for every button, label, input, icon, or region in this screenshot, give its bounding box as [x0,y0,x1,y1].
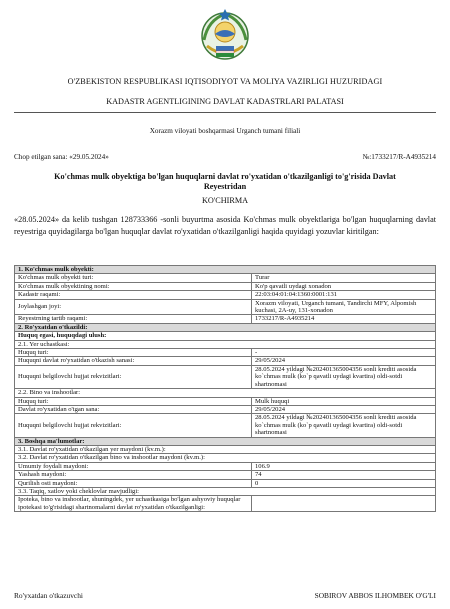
row-value: 22:03:04:01:04:1360:0001:131 [252,291,436,299]
table-section-row [15,323,436,331]
table-row [15,332,436,340]
intro-paragraph: «28.05.2024» da kelib tushgan 128733366 -sonli buyurtma asosida Ko'chmas mulk obyektlariga bo'lgan huquqlarning davlat reyestriga quyidagilarga bo'lgan huquqlar davlat ro'yxatidan o'tkazilganligi haqida quyidagi yozuvlar kiritilgan: [14,215,436,236]
row-value: 28.05.2024 yildagi №202401365004356 sonli krediti asosida ko`chmas mulk (ko`p qavatli uydagi kvartira) oldi-sotdi shartnomasi [252,365,436,388]
table-row [15,291,436,299]
table-row [15,315,436,323]
table-section-row [15,266,436,274]
table-row [15,454,436,462]
row-value: 1733217/R-A4935214 [252,315,436,323]
row-key: Reyestrning tartib raqami: [15,315,252,323]
row-key: Huquqni davlat ro'yxatidan o'tkazish sanasi: [15,357,252,365]
row-key: 2.1. Yer uchastkasi: [15,340,436,348]
table-row [15,445,436,453]
registrar-name: SOBIROV ABBOS ILHOMBEK O'G'LI [314,591,436,600]
table-row [15,274,436,282]
row-key: Yashash maydoni: [15,471,252,479]
registrar-label: Ro'yxatdan o'tkazuvchi [14,591,83,600]
row-value: - [252,349,436,357]
branch-heading: Xorazm viloyati boshqarmasi Urganch tumani filiali [149,127,301,135]
row-value: Mulk huquqi [252,397,436,405]
row-key: Ipoteka, bino va inshootlar, shuningdek, yer uchastkasiga bo'lgan ashyoviy huquqlar ipotekasi to'g'risidagi shartnomalarni davlat ro'yxatidan o'tkazilganligi: [15,496,252,512]
table-row [15,405,436,413]
row-key: Huquqni belgilovchi hujjat rekvizitlari: [15,414,252,437]
row-key: 3.1. Davlat ro'yxatidan o'tkazilgan yer maydoni (kv.m.): [15,445,436,453]
row-value: 106.9 [252,462,436,470]
table-row [15,487,436,495]
table-row [15,471,436,479]
row-value: 0 [252,479,436,487]
document-subtitle: KO'CHIRMA [201,196,249,205]
table-row [15,389,436,397]
row-key: Huquqni belgilovchi hujjat rekvizitlari: [15,365,252,388]
row-key: Huquq egasi, huquqdagi ulush: [15,332,436,340]
row-value: 29/05/2024 [252,357,436,365]
row-key: Umumiy foydali maydoni: [15,462,252,470]
table-row [15,349,436,357]
section-title: 2. Ro'yxatdan o'tkazildi: [15,323,436,331]
row-key: Joylashgan joyi: [15,299,252,315]
section-title: 1. Ko'chmas mulk obyekti: [15,266,436,274]
table-row [15,282,436,290]
row-value: 74 [252,471,436,479]
table-row [15,299,436,315]
row-key: 3.3. Taqiq, xatlov yoki cheklovlar mavjudligi: [15,487,436,495]
agency-heading: KADASTR AGENTLIGINING DAVLAT KADASTRLARI PALATASI [106,97,344,106]
row-value: 28.05.2024 yildagi №202401365004356 sonli krediti asosida ko`chmas mulk (ko`p qavatli uydagi kvartira) oldi-sotdi shartnomasi [252,414,436,437]
row-value: Turar [252,274,436,282]
row-value: Xorazm viloyati, Urganch tumani, Tandirchi MFY, Alpomish kuchasi, 2A-uy, 131-xonadon [252,299,436,315]
header-divider [14,112,436,113]
row-key: Ko'chmas mulk obyekti turi: [15,274,252,282]
document-number: №:1733217/R-A4935214 [362,153,436,161]
section-title: 3. Boshqa ma'lumotlar: [15,437,436,445]
state-emblem-icon [196,6,254,64]
row-value: Ko'p qavatli uydagi xonadon [252,282,436,290]
printed-date: Chop etilgan sana: «29.05.2024» [14,153,109,161]
row-key: Davlat ro'yxatidan o'tgan sana: [15,405,252,413]
row-key: Huquq turi: [15,349,252,357]
row-key: Kadastr raqami: [15,291,252,299]
table-row [15,479,436,487]
table-row [15,365,436,388]
document-title: Ko'chmas mulk obyektiga bo'lgan huquqlarni davlat ro'yxatidan o'tkazilganligi to'g'risida Davlat Reyestridan [54,172,396,191]
row-key: 3.2. Davlat ro'yxatidan o'tkazilgan bino va inshootlar maydoni (kv.m.): [15,454,436,462]
table-row [15,397,436,405]
table-row [15,462,436,470]
registry-table [14,265,436,512]
row-key: 2.2. Bino va inshootlar: [15,389,436,397]
row-key: Qurilish osti maydoni: [15,479,252,487]
table-row [15,414,436,437]
row-value: 29/05/2024 [252,405,436,413]
row-value [252,496,436,512]
row-key: Ko'chmas mulk obyektining nomi: [15,282,252,290]
ministry-heading: O'ZBEKISTON RESPUBLIKASI IQTISODIYOT VA MOLIYA VAZIRLIGI HUZURIDAGI [67,77,383,86]
table-row [15,340,436,348]
table-section-row [15,437,436,445]
table-row [15,496,436,512]
table-row [15,357,436,365]
row-key: Huquq turi: [15,397,252,405]
